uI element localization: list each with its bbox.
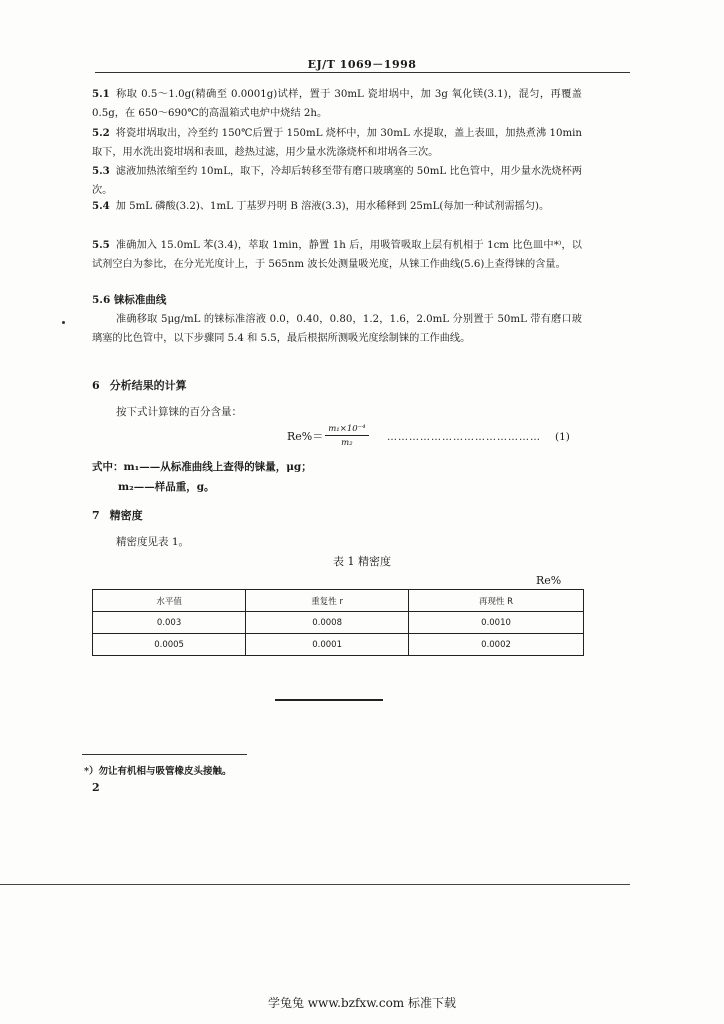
bottom-rule bbox=[0, 884, 630, 885]
step-text: 称取 0.5～1.0g(精确至 0.0001g)试样，置于 30mL 瓷坩埚中，加 3g 氧化镁(3.1)，混匀，再覆盖 0.5g，在 650～690℃的高温箱式电炉中烧结 2h。 bbox=[92, 89, 582, 119]
section-7-heading bbox=[92, 507, 143, 523]
step-5-4 bbox=[92, 197, 582, 216]
document-header: EJ/T 1069－1998 bbox=[307, 58, 417, 71]
formula bbox=[287, 424, 369, 448]
precision-text: 精密度见表 1。 bbox=[116, 536, 190, 548]
step-text: 加 5mL 磷酸(3.2)、1mL 丁基罗丹明 B 溶液(3.3)，用水稀释到 25mL(每加一种试剂需摇匀)。 bbox=[115, 201, 550, 212]
step-5-5 bbox=[92, 236, 582, 274]
footnote-rule bbox=[82, 754, 247, 755]
legend-line-1: 式中：m₁——从标准曲线上查得的铼量，μg； bbox=[92, 461, 312, 473]
section-6-heading bbox=[92, 377, 187, 393]
step-text: 准确加入 15.0mL 苯(3.4)，萃取 1min，静置 1h 后，用吸管吸取上层有机相于 1cm 比色皿中*⁾，以试剂空白为参比，在分光光度计上，于 565nm 波长处测量吸光度，从铼工作曲线(5.6)上查得铼的含量。 bbox=[92, 240, 582, 270]
header-reproducibility: 再现性 R bbox=[409, 590, 584, 612]
header-rule bbox=[95, 72, 630, 73]
calc-intro: 按下式计算铼的百分含量： bbox=[116, 406, 242, 418]
end-rule bbox=[275, 699, 383, 701]
table-row bbox=[93, 612, 584, 634]
step-text: 滤液加热浓缩至约 10mL，取下，冷却后转移至带有磨口玻璃塞的 50mL 比色管中，用少量水洗烧杯两次。 bbox=[92, 166, 582, 196]
formula-denominator: m₂ bbox=[341, 438, 353, 448]
section-5-6-title: 5.6 铼标准曲线 bbox=[92, 294, 167, 306]
margin-mark bbox=[62, 321, 65, 324]
step-5-2 bbox=[92, 124, 582, 162]
formula-lhs: Re%＝ bbox=[287, 430, 324, 443]
page-number: 2 bbox=[92, 781, 100, 794]
section-5-6-text: 准确移取 5μg/mL 的铼标准溶液 0.0，0.40，0.80，1.2，1.6，2.0mL 分别置于 50mL 带有磨口玻璃塞的比色管中，以下步骤同 5.4 和 5.5，最后根据所测吸光度绘制铼的工作曲线。 bbox=[92, 314, 582, 344]
section-title: 精密度 bbox=[109, 509, 143, 522]
step-number: 5.5 bbox=[92, 239, 110, 251]
step-text: 将瓷坩埚取出，冷至约 150℃后置于 150mL 烧杯中，加 30mL 水提取，盖上表皿，加热煮沸 10min 取下，用水洗出瓷坩埚和表皿，趁热过滤，用少量水洗涤烧杯和坩埚各三次。 bbox=[92, 128, 582, 158]
step-number: 5.1 bbox=[92, 88, 110, 100]
table-cell: 0.0008 bbox=[246, 612, 409, 634]
table-row bbox=[93, 634, 584, 656]
site-footer: 学兔兔 www.bzfxw.com 标准下载 bbox=[267, 996, 457, 1010]
table-header-row bbox=[93, 590, 584, 612]
section-title: 分析结果的计算 bbox=[109, 379, 187, 392]
header-repeatability: 重复性 r bbox=[246, 590, 409, 612]
section-number: 7 bbox=[92, 509, 100, 522]
table-cell: 0.0010 bbox=[409, 612, 584, 634]
table-cell: 0.003 bbox=[93, 612, 246, 634]
step-number: 5.4 bbox=[92, 200, 110, 212]
table-title: 表 1 精密度 bbox=[333, 555, 391, 568]
table-cell: 0.0002 bbox=[409, 634, 584, 656]
step-number: 5.3 bbox=[92, 165, 110, 177]
step-5-3 bbox=[92, 162, 582, 200]
table-cell: 0.0005 bbox=[93, 634, 246, 656]
formula-fraction bbox=[325, 424, 368, 448]
formula-leader-dots: …………………………………… bbox=[387, 432, 541, 443]
step-number: 5.2 bbox=[92, 127, 110, 139]
legend-line-2: m₂——样品重，g。 bbox=[118, 481, 215, 493]
footnote: *）勿让有机相与吸管橡皮头接触。 bbox=[84, 766, 232, 777]
table-unit: Re% bbox=[536, 574, 562, 587]
formula-numerator: m₁×10⁻⁴ bbox=[325, 424, 368, 436]
header-level: 水平值 bbox=[93, 590, 246, 612]
precision-table bbox=[92, 589, 584, 656]
table-cell: 0.0001 bbox=[246, 634, 409, 656]
section-number: 6 bbox=[92, 379, 100, 392]
step-5-1 bbox=[92, 85, 582, 123]
formula-number: (1) bbox=[555, 431, 570, 443]
